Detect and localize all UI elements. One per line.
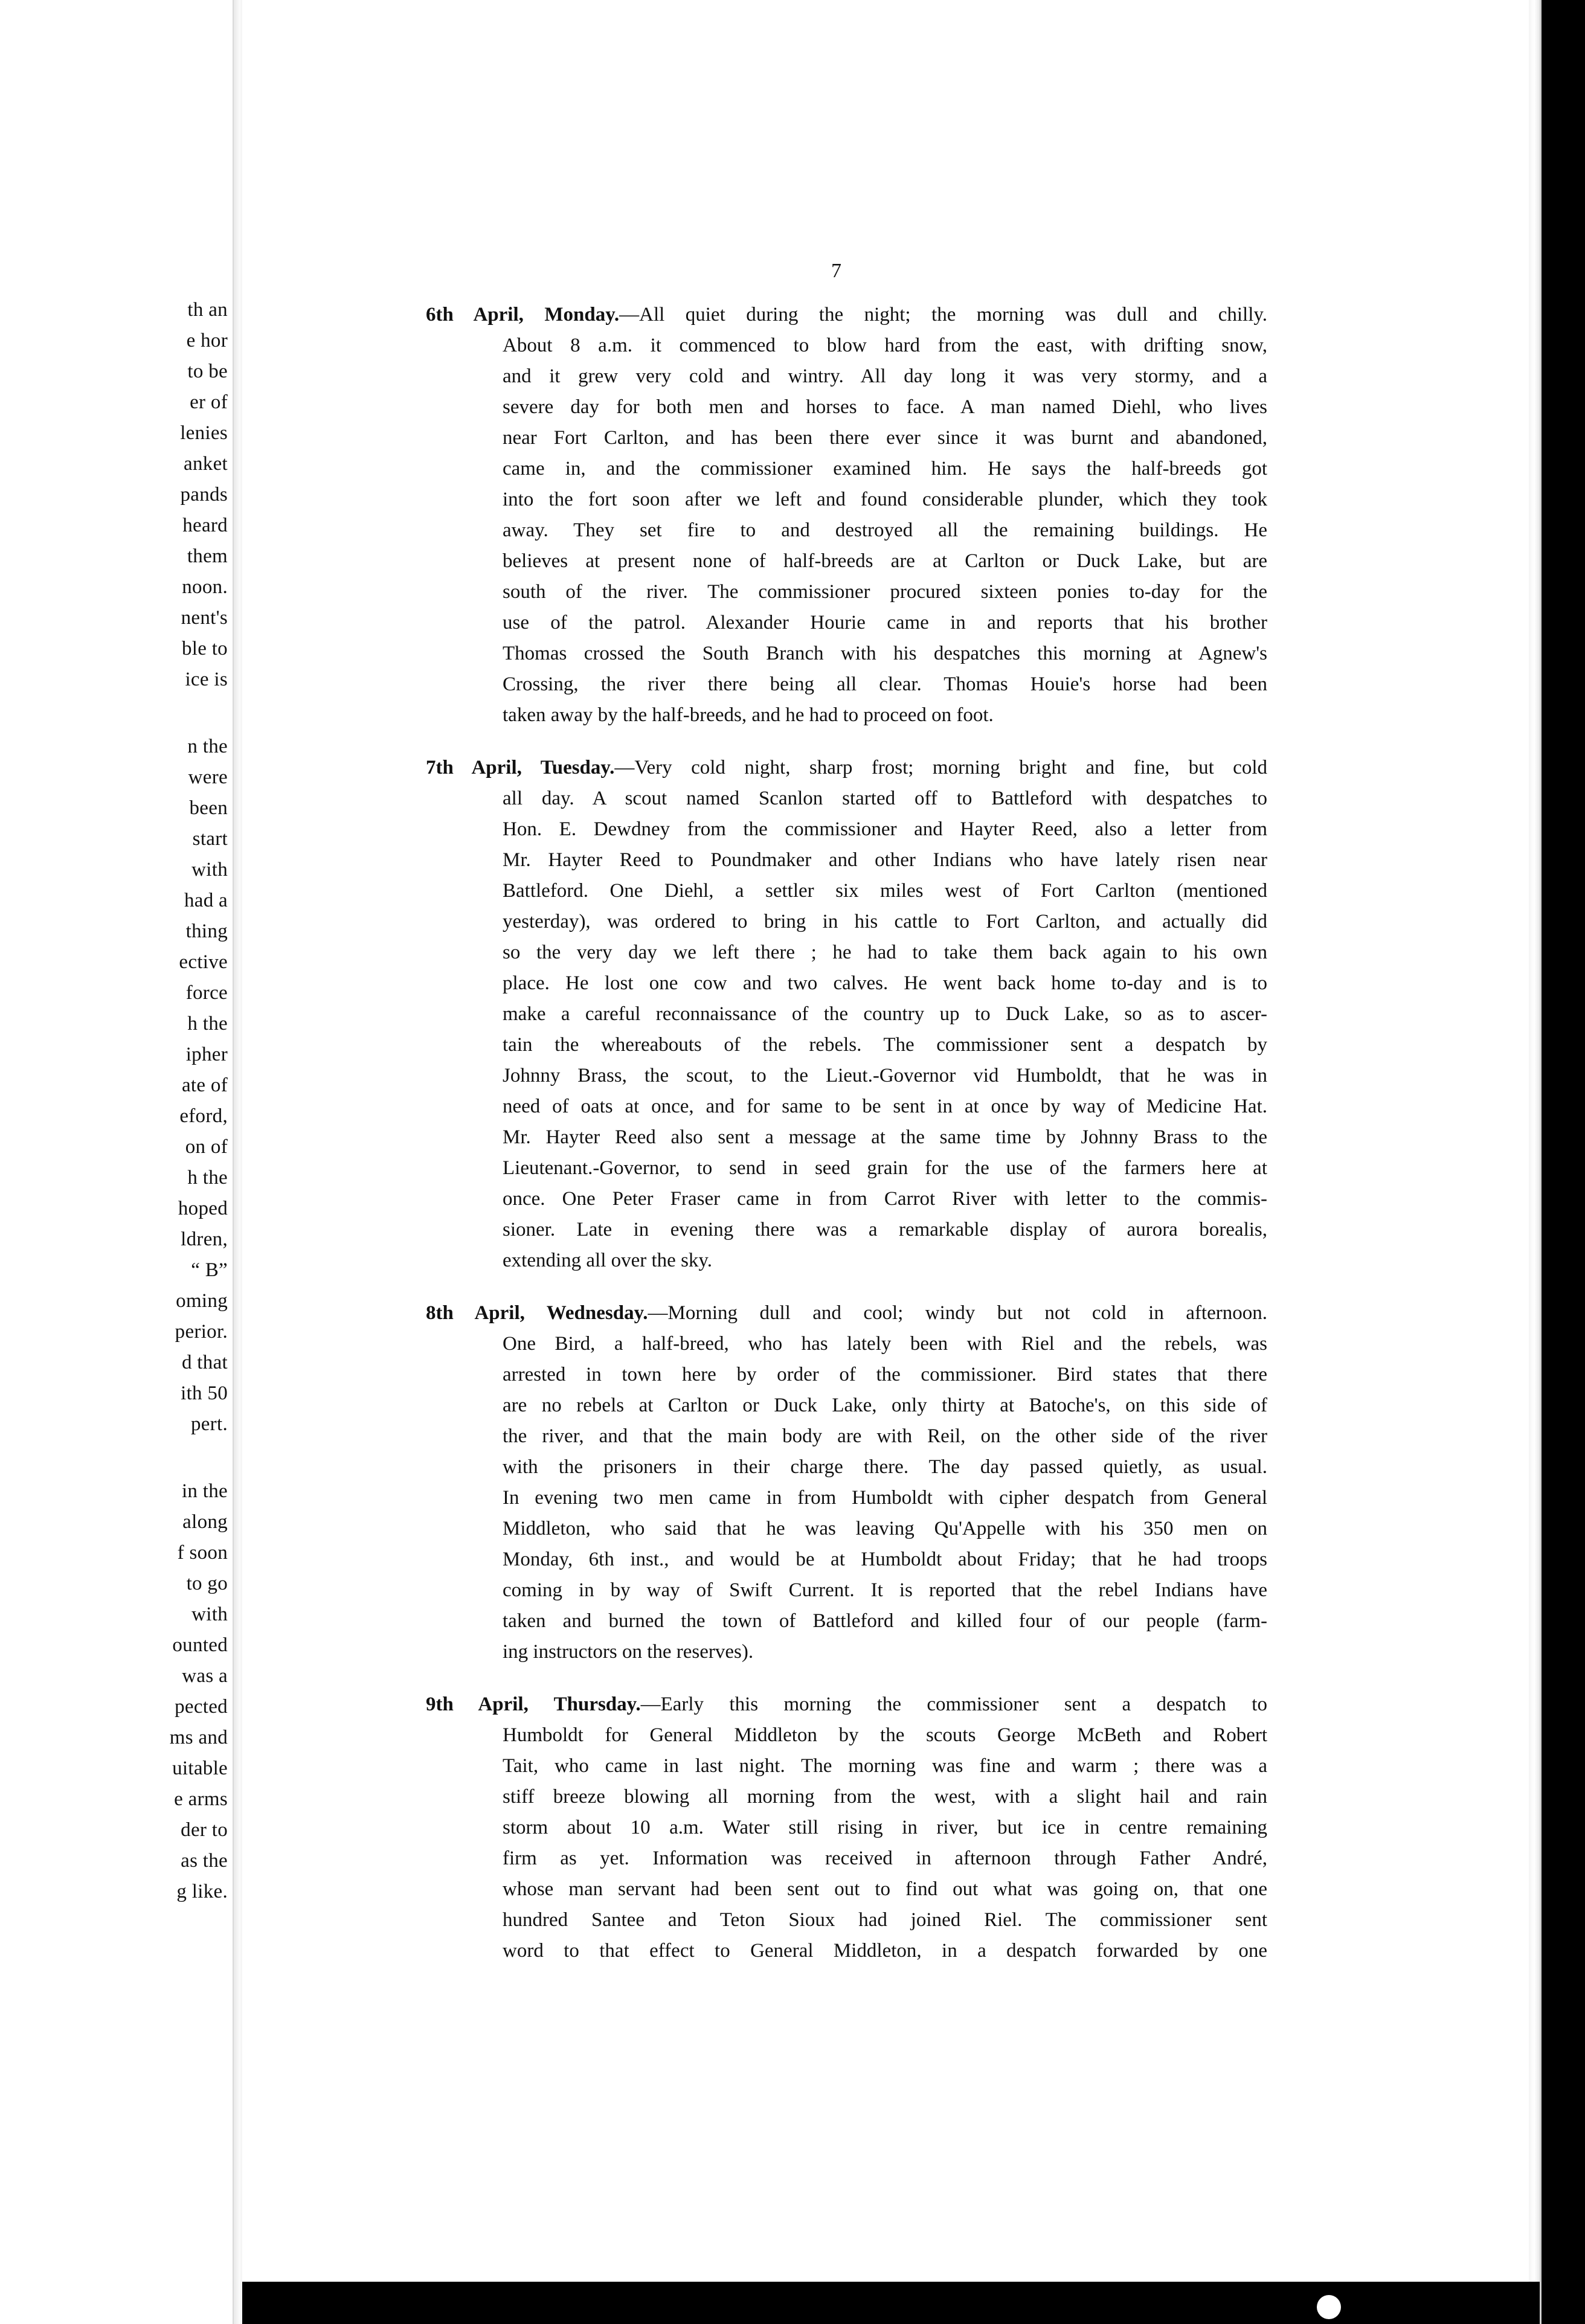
diary-entries	[428, 300, 1267, 1988]
entry-line: whose man servant had been sent out to find out what was going on, that one	[503, 1878, 1267, 1900]
entry-line: taken away by the half-breeds, and he had to proceed on foot.	[503, 704, 994, 726]
entry-line: Battleford. One Diehl, a settler six miles west of Fort Carlton (mentioned	[503, 880, 1267, 902]
entry-date: 9th April, Thursday.	[426, 1693, 641, 1715]
entry-line: stiff breeze blowing all morning from the west, with a slight hail and rain	[503, 1786, 1267, 1808]
left-page-fragment: on of	[185, 1136, 228, 1158]
left-page-fragment: had a	[184, 890, 228, 911]
left-page-fragment: heard	[182, 515, 228, 536]
entry-line: south of the river. The commissioner procured sixteen ponies to-day for the	[503, 581, 1267, 603]
left-page-fragment: pected	[175, 1696, 228, 1718]
entry-line: firm as yet. Information was received in afternoon through Father André,	[503, 1847, 1267, 1869]
entry-line: are no rebels at Carlton or Duck Lake, only thirty at Batoche's, on this side of	[503, 1395, 1267, 1416]
left-page-fragment: along	[182, 1511, 228, 1533]
left-page-fragment: e arms	[174, 1788, 228, 1810]
left-page-fragment: with	[191, 1603, 228, 1625]
entry-line: Middleton, who said that he was leaving Qu'Appelle with his 350 men on	[503, 1518, 1267, 1539]
entry-first-line: 9th April, Thursday.—Early this morning the commissioner sent a despatch to	[426, 1693, 1267, 1715]
left-page-fragment: h the	[187, 1013, 228, 1035]
scan-speck	[1317, 2295, 1341, 2319]
entry-line: severe day for both men and horses to face. A man named Diehl, who lives	[503, 396, 1267, 418]
left-page-fragment: to go	[186, 1573, 228, 1594]
entry-line: About 8 a.m. it commenced to blow hard from the east, with drifting snow,	[503, 335, 1267, 356]
left-page-fragment: to be	[187, 361, 228, 382]
entry-line: need of oats at once, and for same to be sent in at once by way of Medicine Hat.	[503, 1096, 1267, 1117]
entry-line: the river, and that the main body are with Reil, on the other side of the river	[503, 1425, 1267, 1447]
left-page-fragment: ate of	[181, 1074, 228, 1096]
entry-line: sioner. Late in evening there was a remarkable display of aurora borealis,	[503, 1219, 1267, 1241]
entry-line: coming in by way of Swift Current. It is reported that the rebel Indians have	[503, 1579, 1267, 1601]
entry-line: and it grew very cold and wintry. All day long it was very stormy, and a	[503, 365, 1267, 387]
left-page	[0, 0, 233, 2324]
left-page-fragment: was a	[182, 1665, 228, 1687]
entry-line: with the prisoners in their charge there. The day passed quietly, as usual.	[503, 1456, 1267, 1478]
entry-line: Humboldt for General Middleton by the scouts George McBeth and Robert	[503, 1724, 1267, 1746]
left-page-fragment: noon.	[182, 576, 228, 598]
left-page-fragment: ounted	[172, 1634, 228, 1656]
entry-line: One Bird, a half-breed, who has lately been with Riel and the rebels, was	[503, 1333, 1267, 1355]
entry-line: near Fort Carlton, and has been there ever since it was burnt and abandoned,	[503, 427, 1267, 449]
left-page-fragment: ith 50	[181, 1382, 228, 1404]
left-page-fragment: anket	[184, 453, 228, 475]
entry-line: believes at present none of half-breeds are at Carlton or Duck Lake, but are	[503, 550, 1267, 572]
left-page-fragment: perior.	[175, 1321, 228, 1343]
entry-line: into the fort soon after we left and found considerable plunder, which they took	[503, 489, 1267, 510]
left-page-fragment: th an	[187, 299, 228, 321]
left-page-fragment: oming	[176, 1290, 228, 1312]
left-page-fragment: n the	[187, 736, 228, 757]
page-edge	[1529, 0, 1542, 2324]
entry-line: Mr. Hayter Reed to Poundmaker and other Indians who have lately risen near	[503, 849, 1267, 871]
entry-line: use of the patrol. Alexander Hourie came in and reports that his brother	[503, 612, 1267, 634]
left-page-fragment: eford,	[179, 1105, 228, 1127]
left-page-fragment: lenies	[180, 422, 228, 444]
entry-line: Monday, 6th inst., and would be at Humboldt about Friday; that he had troops	[503, 1549, 1267, 1570]
left-page-fragment: e hor	[186, 330, 228, 351]
entry-first-line: 7th April, Tuesday.—Very cold night, sharp frost; morning bright and fine, but cold	[426, 757, 1267, 778]
entry-line: tain the whereabouts of the rebels. The commissioner sent a despatch by	[503, 1034, 1267, 1056]
left-page-fragment: in the	[181, 1480, 228, 1502]
entry-line: came in, and the commissioner examined him. He says the half-breeds got	[503, 458, 1267, 480]
left-page-fragment	[170, 1440, 228, 1476]
left-page-fragment: ective	[179, 951, 228, 973]
left-page-fragment: force	[185, 982, 228, 1004]
entry-line: Johnny Brass, the scout, to the Lieut.-Governor vid Humboldt, that he was in	[503, 1065, 1267, 1087]
entry-line: hundred Santee and Teton Sioux had joined Riel. The commissioner sent	[503, 1909, 1267, 1931]
left-page-fragment: nent's	[181, 607, 228, 629]
left-page-fragment: thing	[185, 920, 228, 942]
entry-line: yesterday), was ordered to bring in his cattle to Fort Carlton, and actually did	[503, 911, 1267, 932]
left-page-fragment: pert.	[190, 1413, 228, 1435]
left-page-fragment: ipher	[185, 1044, 228, 1065]
diary-entry	[428, 753, 1267, 1276]
entry-line: extending all over the sky.	[503, 1250, 713, 1271]
entry-line: Tait, who came in last night. The morning was fine and warm ; there was a	[503, 1755, 1267, 1777]
left-page-fragment: were	[188, 766, 228, 788]
entry-line: taken and burned the town of Battleford and killed four of our people (farm-	[503, 1610, 1267, 1632]
entry-line: In evening two men came in from Humboldt with cipher despatch from General	[503, 1487, 1267, 1509]
left-page-fragment: as the	[181, 1850, 228, 1872]
entry-line: Hon. E. Dewdney from the commissioner and Hayter Reed, also a letter from	[503, 818, 1267, 840]
scan-border	[242, 2282, 1540, 2324]
left-page-fragment: with	[191, 859, 228, 881]
left-page-fragment: uitable	[172, 1757, 228, 1779]
left-page-fragment: g like.	[176, 1881, 228, 1902]
entry-date: 6th April, Monday.	[426, 304, 620, 326]
entry-line: ing instructors on the reserves).	[503, 1641, 754, 1663]
left-page-fragment: pands	[180, 484, 228, 506]
entry-line: word to that effect to General Middleton, in a despatch forwarded by one	[503, 1940, 1267, 1962]
entry-line: Thomas crossed the South Branch with his despatches this morning at Agnew's	[503, 643, 1267, 664]
diary-entry	[428, 300, 1267, 731]
left-page-fragment: d that	[181, 1352, 228, 1373]
left-page-text-fragments	[170, 295, 228, 1907]
entry-line: so the very day we left there ; he had to take them back again to his own	[503, 942, 1267, 963]
entry-line: Mr. Hayter Reed also sent a message at the same time by Johnny Brass to the	[503, 1126, 1267, 1148]
entry-line: away. They set fire to and destroyed all the remaining buildings. He	[503, 519, 1267, 541]
entry-line: Crossing, the river there being all clear. Thomas Houie's horse had been	[503, 673, 1267, 695]
left-page-fragment: er of	[190, 391, 228, 413]
entry-line: all day. A scout named Scanlon started off to Battleford with despatches to	[503, 788, 1267, 809]
left-page-fragment: start	[192, 828, 228, 850]
left-page-fragment: ice is	[185, 669, 228, 690]
entry-line: make a careful reconnaissance of the country up to Duck Lake, so as to ascer-	[503, 1003, 1267, 1025]
page-number: 7	[831, 260, 841, 282]
entry-line: once. One Peter Fraser came in from Carrot River with letter to the commis-	[503, 1188, 1267, 1210]
left-page-fragment: them	[187, 545, 228, 567]
diary-entry	[428, 1298, 1267, 1668]
left-page-fragment: der to	[181, 1819, 228, 1841]
left-page-fragment: h the	[187, 1167, 228, 1189]
left-page-fragment	[170, 695, 228, 731]
entry-first-line: 6th April, Monday.—All quiet during the night; the morning was dull and chilly.	[426, 304, 1267, 326]
left-page-fragment: been	[189, 797, 228, 819]
entry-line: arrested in town here by order of the commissioner. Bird states that there	[503, 1364, 1267, 1385]
entry-line: place. He lost one cow and two calves. He went back home to-day and is to	[503, 972, 1267, 994]
left-page-fragment: f soon	[177, 1542, 228, 1564]
entry-date: 8th April, Wednesday.	[426, 1302, 648, 1324]
diary-entry	[428, 1689, 1267, 1966]
left-page-fragment: ldren,	[181, 1228, 228, 1250]
left-page-fragment: ms and	[169, 1727, 228, 1748]
left-page-fragment: hoped	[178, 1198, 228, 1219]
left-page-fragment: “ B”	[191, 1259, 228, 1281]
entry-line: Lieutenant.-Governor, to send in seed grain for the use of the farmers here at	[503, 1157, 1267, 1179]
entry-first-line: 8th April, Wednesday.—Morning dull and cool; windy but not cold in afternoon.	[426, 1302, 1267, 1324]
left-page-fragment: ble to	[181, 638, 228, 660]
entry-line: storm about 10 a.m. Water still rising in river, but ice in centre remaining	[503, 1817, 1267, 1838]
entry-date: 7th April, Tuesday.	[426, 757, 615, 778]
